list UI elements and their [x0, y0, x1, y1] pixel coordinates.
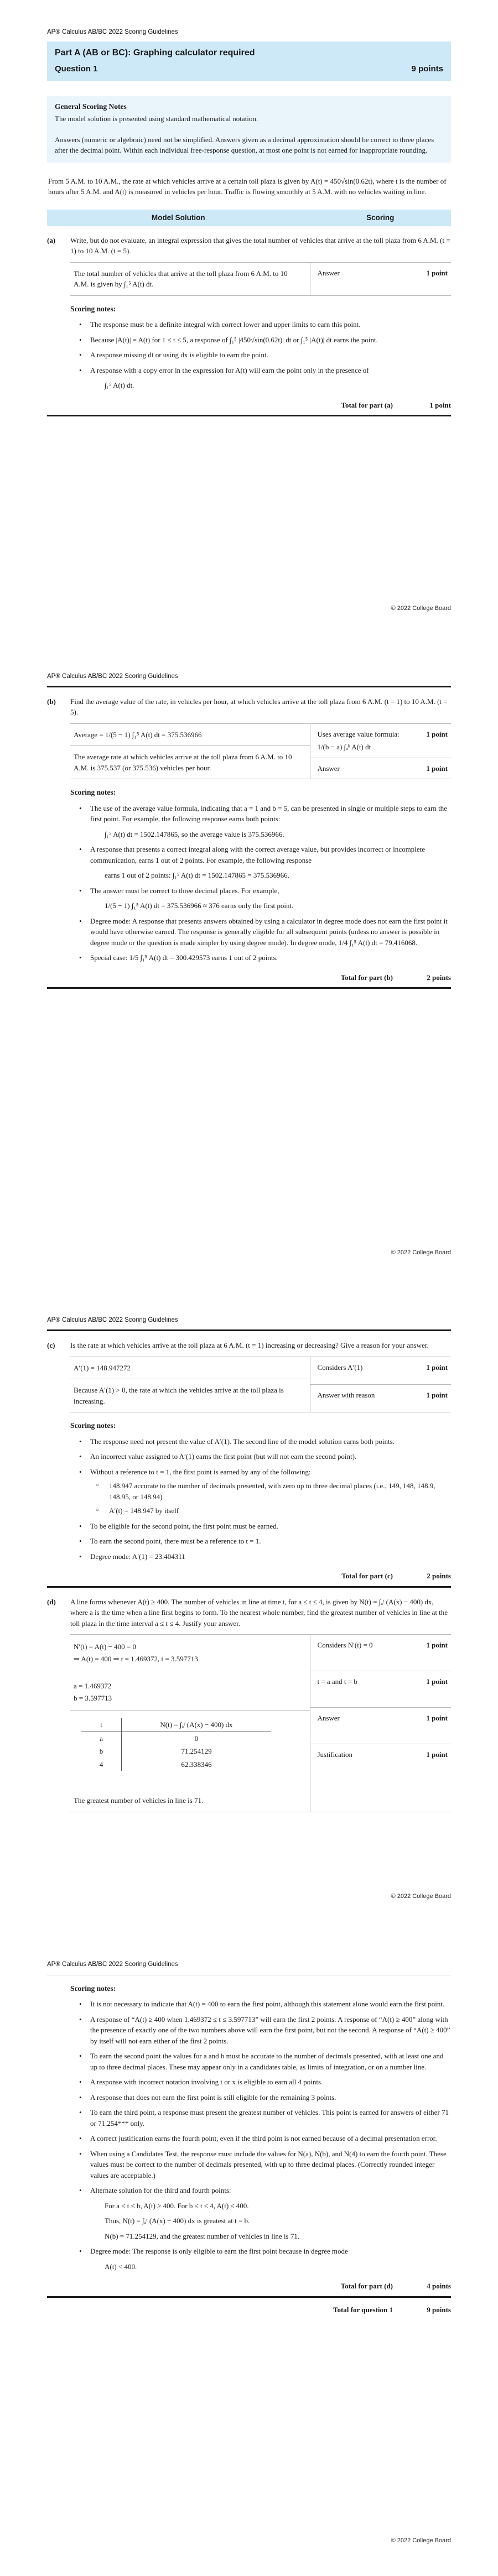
- score-points: 1 point: [426, 764, 448, 773]
- scoring-note: [76, 1467, 451, 1516]
- scoring-note: [76, 2051, 451, 2072]
- scoring-note-text: Degree mode: The response is only eligible to earn the first point because in degree mode: [90, 2247, 348, 2255]
- scoring-note-text: To be eligible for the second point, the first point must be earned.: [90, 1521, 278, 1530]
- total-points: 4 points: [427, 2282, 451, 2290]
- part-b-prompt-row: [47, 696, 451, 718]
- cell-t: a: [81, 1732, 122, 1745]
- part-a-prompt-row: [47, 235, 451, 257]
- doc-header: AP® Calculus AB/BC 2022 Scoring Guidelines: [47, 672, 178, 680]
- page-footer: © 2022 College Board: [391, 605, 451, 612]
- scoring-note: [76, 1551, 451, 1562]
- candidates-table-row: [81, 1758, 271, 1771]
- part-a-label: (a): [47, 236, 56, 244]
- part-b-total-row: [47, 972, 451, 983]
- scoring-note: [76, 916, 451, 948]
- part-a-prompt: Write, but do not evaluate, an integral expression that gives the total number of vehicles that arrive at the toll plaza from 6 A.M. (t = 1) to 10 A.M. (t = 5).: [70, 236, 450, 255]
- part-c-prompt-row: [47, 1340, 451, 1351]
- general-scoring-notes-box: [47, 96, 451, 163]
- part-c-solution-row1: A′(1) = 148.947272: [74, 1363, 131, 1372]
- part-b-solution-row1: Average = 1/(5 − 1) ∫₁⁵ A(t) dt = 375.536966: [74, 730, 202, 739]
- scoring-note-text: A correct justification earns the fourth point, even if the third point is not earned because of a decimal presentation error.: [90, 2134, 437, 2142]
- score-label-formula: 1/(b − a) ∫ₐᵇ A(t) dt: [317, 743, 371, 752]
- page-1: [0, 0, 498, 644]
- scoring-note: [76, 2133, 451, 2144]
- scoring-note-line: 1/(5 − 1) ∫₁⁵ A(t) dt = 375.536966 ≈ 376 earns only the first point.: [105, 901, 294, 910]
- general-notes-title: General Scoring Notes: [55, 102, 127, 111]
- question-banner: [47, 41, 451, 81]
- score-points: 1 point: [426, 1363, 448, 1372]
- scoring-note: [76, 1999, 451, 2010]
- scoring-note-line: earns 1 out of 2 points: ∫₁⁵ A(t) dt = 1502.147865 = 375.536966.: [105, 871, 289, 879]
- part-d-solution-table: [70, 1634, 451, 1812]
- scoring-notes-title: Scoring notes:: [70, 304, 116, 313]
- part-a-solution: The total number of vehicles that arrive at the toll plaza from 6 A.M. to 10 A.M. is given by ∫₁⁵ A(t) dt.: [74, 269, 288, 289]
- scoring-note-text: To earn the second point the values for a and b must be accurate to the number of decimals presented, with at least one and up to three decimal places. These may appear only in a candidates table, as limits of integration, or on a number line.: [90, 2052, 444, 2071]
- scoring-note-text: The response need not present the value of A′(1). The second line of the model solution earns both points.: [90, 1437, 395, 1446]
- part-b-solution-row2: The average rate at which vehicles arrive at the toll plaza from 6 A.M. to 10 A.M. is 375.537 (or 375.536) vehicles per hour.: [70, 745, 310, 779]
- candidates-table-row: [81, 1745, 271, 1758]
- total-points: 1 point: [429, 400, 451, 409]
- model-solution-header: Model Solution: [151, 213, 205, 222]
- scoring-note-line: A(t) < 400.: [105, 2262, 137, 2271]
- part-c-solution-table: [70, 1357, 451, 1413]
- scoring-note-line: Thus, N(t) = ∫ₐᵗ (A(x) − 400) dx is greatest at t = b.: [105, 2217, 250, 2225]
- total-points: 2 points: [427, 973, 451, 982]
- score-cell: [310, 1384, 451, 1412]
- score-label: Considers N′(t) = 0: [317, 1641, 373, 1649]
- scoring-note-text: It is not necessary to indicate that A(t) = 400 to earn the first point, although this statement alone would earn the first point.: [90, 2000, 445, 2008]
- scoring-note-text: A response that presents a correct integral along with the correct average value, but provides incorrect or incomplete communication, earns 1 out of 2 points. For example, the following response: [90, 845, 425, 864]
- part-c-prompt: Is the rate at which vehicles arrive at the toll plaza at 6 A.M. (t = 1) increasing or decreasing? Give a reason for your answer.: [70, 1341, 429, 1350]
- score-cell: [310, 1744, 451, 1811]
- scoring-header: Scoring: [366, 213, 395, 222]
- part-d-total-row: [47, 2281, 451, 2292]
- part-d-solution-row1: [70, 1635, 310, 1710]
- scoring-note-line: ∫₁⁵ A(t) dt.: [105, 381, 134, 389]
- solution-table-header: [47, 210, 451, 226]
- score-label: t = a and t = b: [317, 1677, 357, 1686]
- scoring-note: [76, 844, 451, 881]
- scoring-note: [76, 1521, 451, 1532]
- page-2: [0, 644, 498, 1289]
- cell-t: b: [81, 1745, 122, 1758]
- page-footer: © 2022 College Board: [391, 1249, 451, 1256]
- score-points: 1 point: [426, 1641, 448, 1649]
- total-points: 2 points: [427, 1572, 451, 1580]
- score-points: 1 point: [426, 1750, 448, 1759]
- scoring-note-text: Alternate solution for the third and fourth points:: [90, 2186, 231, 2194]
- score-points: 1 point: [426, 268, 448, 277]
- candidates-table: [81, 1718, 271, 1771]
- solution-line: ⇒ A(t) = 400 ⇒ t = 1.469372, t = 3.597713: [74, 1654, 198, 1663]
- total-label: Total for part (b): [340, 973, 393, 982]
- question-points: 9 points: [411, 64, 443, 74]
- scoring-note-text: A response missing dt or using dx is eligible to earn the point.: [90, 351, 268, 359]
- scoring-note: [76, 885, 451, 911]
- scoring-note-text: The use of the average value formula, indicating that a = 1 and b = 5, can be presented in single or multiple steps to earn the first point. For example, the following response earns both points:: [90, 804, 447, 823]
- scoring-note-text: A response with a copy error in the expression for A(t) will earn the point only in the presence of: [90, 366, 369, 374]
- cell-t: 4: [81, 1758, 122, 1771]
- question-total-row: [47, 2304, 451, 2316]
- doc-header: AP® Calculus AB/BC 2022 Scoring Guidelines: [47, 29, 178, 35]
- general-notes-paragraph: The model solution is presented using standard mathematical notation.: [55, 114, 258, 123]
- part-c-total-row: [47, 1571, 451, 1582]
- part-b-prompt: Find the average value of the rate, in vehicles per hour, at which vehicles arrive at the toll plaza from 6 A.M. (t = 1) to 10 A.M. (t = 5).: [70, 697, 448, 717]
- cell-n: 62.338346: [181, 1760, 212, 1769]
- solution-line: b = 3.597713: [74, 1693, 112, 1702]
- page-4: [0, 1932, 498, 2576]
- candidates-col-t: t: [81, 1718, 122, 1732]
- page-footer: © 2022 College Board: [391, 2537, 451, 2544]
- page-3: [0, 1288, 498, 1932]
- scoring-note-text: A response with incorrect notation involving t or x is eligible to earn all 4 points.: [90, 2078, 323, 2086]
- scoring-note: [76, 1436, 451, 1447]
- cell-n: 71.254129: [181, 1747, 212, 1755]
- score-cell: [310, 1707, 451, 1744]
- section-divider: [47, 1329, 451, 1331]
- score-cell: [310, 1671, 451, 1707]
- score-cell: [310, 1635, 451, 1671]
- part-a-solution-table: [70, 262, 451, 296]
- scoring-note-text: An incorrect value assigned to A′(1) earns the first point (but will not earn the second point).: [90, 1452, 357, 1461]
- scoring-note: [76, 952, 451, 963]
- score-cell: [310, 724, 451, 758]
- score-cell: [310, 263, 451, 295]
- part-a-notes-list: [76, 319, 451, 391]
- part-d-solution-row2: [70, 1710, 310, 1812]
- score-label: Answer: [317, 268, 340, 277]
- part-d-conclusion: The greatest number of vehicles in line is 71.: [74, 1796, 204, 1805]
- scoring-note: [76, 350, 451, 361]
- part-c-notes-list: [76, 1436, 451, 1562]
- scoring-note: [76, 335, 451, 346]
- scoring-note-text: The response must be a definite integral with correct lower and upper limits to earn this point.: [90, 320, 361, 328]
- scoring-note-text: Without a reference to t = 1, the first point is earned by any of the following:: [90, 1467, 311, 1476]
- scoring-note-text: To earn the second point, there must be a reference to t = 1.: [90, 1537, 261, 1545]
- scoring-note-text: To earn the third point, a response must present the greatest number of vehicles. This point is earned for answers of either 71 or 71.254*** only.: [90, 2108, 449, 2127]
- part-c-solution-row2: Because A′(1) > 0, the rate at which the vehicles arrive at the toll plaza is increasing.: [70, 1379, 310, 1412]
- part-b-notes-list: [76, 803, 451, 963]
- scoring-note: [76, 2246, 451, 2272]
- scoring-note: [76, 803, 451, 840]
- scoring-note: [76, 319, 451, 330]
- scoring-note-text: Degree mode: A response that presents answers obtained by using a calculator in degree mode does not earn the first point it would have otherwise earned. The response is generally eligible for all subsequent points (unless no answer is possible in degree mode or the question is made simpler by using degree mode). In degree mode, 1/4 ∫₁⁵ A(t) dt = 79.416068.: [90, 916, 448, 947]
- section-divider: [47, 987, 451, 989]
- scoring-notes-title: Scoring notes:: [70, 1984, 116, 1993]
- scoring-note-line: For a ≤ t ≤ b, A(t) ≥ 400. For b ≤ t ≤ 4, A(t) ≤ 400.: [105, 2201, 249, 2210]
- part-b-label: (b): [47, 697, 56, 706]
- scoring-note-text: A response that does not earn the first point is still eligible for the remaining 3 points.: [90, 2093, 336, 2102]
- cell-n: 0: [194, 1734, 199, 1743]
- score-cell: [310, 758, 451, 779]
- scoring-note-text: A response of “A(t) ≥ 400 when 1.469372 ≤ t ≤ 3.597713” will earn the first 2 points. A response of “A(t) ≥ 400” along with the presence of exactly one of the two numbers above will earn the first point, but not the second. A response of “A(t) ≥ 400” by itself will not earn either of the first 2 points.: [90, 2015, 450, 2045]
- doc-header: AP® Calculus AB/BC 2022 Scoring Guidelines: [47, 1317, 178, 1323]
- scoring-note-line: N(b) = 71.254129, and the greatest number of vehicles in line is 71.: [105, 2231, 300, 2240]
- scoring-note: [76, 1536, 451, 1547]
- scoring-note-text: Degree mode: A′(1) = 23.404311: [90, 1552, 185, 1561]
- total-label: Total for question 1: [333, 2305, 393, 2314]
- question-title: Question 1: [55, 64, 98, 74]
- scoring-subnote: ○ 148.947 accurate to the number of decimals presented, with zero up to three decimal places (i.e., 149, 148, 148.9, 148.95, or 148.94): [92, 1480, 451, 1502]
- section-divider: [47, 2296, 451, 2298]
- score-label: Answer with reason: [317, 1391, 375, 1399]
- part-d-prompt-row: [47, 1597, 451, 1629]
- scoring-note-text: The answer must be correct to three decimal places. For example,: [90, 886, 279, 895]
- score-label: Answer: [317, 1714, 340, 1723]
- solution-line: N′(t) = A(t) − 400 = 0: [74, 1642, 136, 1651]
- candidates-table-header: [81, 1718, 271, 1732]
- section-divider: [47, 415, 451, 416]
- score-cell: [310, 1357, 451, 1384]
- scoring-note: [76, 2014, 451, 2047]
- scoring-note-text: Because |A(t)| = A(t) for 1 ≤ t ≤ 5, a response of ∫₁⁵ |450√sin(0.62t)| dt or ∫₁⁵ |A(t)| dt earns the point.: [90, 335, 378, 344]
- candidates-table-row: [81, 1732, 271, 1745]
- score-points: 1 point: [426, 1714, 448, 1723]
- score-label: Answer: [317, 764, 340, 773]
- scoring-notes-title: Scoring notes:: [70, 1421, 116, 1430]
- candidates-col-n: N(t) = ∫ₐᵗ (A(x) − 400) dx: [122, 1718, 272, 1732]
- part-d-notes-list: [76, 1999, 451, 2272]
- question-stem: From 5 A.M. to 10 A.M., the rate at which vehicles arrive at a certain toll plaza is given by A(t) = 450√sin(0.62t), where t is the number of hours after 5 A.M. and A(t) is measured in vehicles per hour. Traffic is flowing smoothly at 5 A.M. with no vehicles waiting in line.: [48, 176, 447, 196]
- doc-header: AP® Calculus AB/BC 2022 Scoring Guidelines: [47, 1960, 178, 1968]
- scoring-note: [76, 1451, 451, 1462]
- scoring-note: [76, 2092, 451, 2103]
- scoring-note: [76, 2149, 451, 2181]
- section-divider: [47, 686, 451, 687]
- score-label: Considers A′(1): [317, 1363, 363, 1372]
- part-a-total-row: [47, 400, 451, 411]
- total-label: Total for part (a): [341, 400, 393, 409]
- score-label: [317, 729, 422, 753]
- score-points: 1 point: [426, 1677, 448, 1686]
- part-d-label: (d): [47, 1597, 56, 1606]
- scoring-notes-title: Scoring notes:: [70, 788, 116, 797]
- part-title: Part A (AB or BC): Graphing calculator required: [55, 48, 255, 58]
- scoring-note-text: When using a Candidates Test, the response must include the values for N(a), N(b), and N(4) to earn the fourth point. These values must be correct to the number of decimals presented, with up to three decimal places. (Correctly rounded integer values are acceptable.): [90, 2149, 447, 2179]
- total-points: 9 points: [427, 2305, 451, 2314]
- part-c-label: (c): [47, 1341, 55, 1350]
- part-d-prompt: A line forms whenever A(t) ≥ 400. The number of vehicles in line at time t, for a ≤ t ≤ 4, is given by N(t) = ∫ₐᵗ (A(x) − 400) dx, where a is the time when a line first begins to form. To the nearest whole number, find the greatest number of vehicles in line at the toll plaza in the time interval a ≤ t ≤ 4. Justify your answer.: [70, 1597, 448, 1628]
- scoring-note: [76, 2185, 451, 2241]
- score-label-text: Uses average value formula:: [317, 729, 400, 738]
- general-notes-paragraph: Answers (numeric or algebraic) need not be simplified. Answers given as a decimal approximation should be correct to three places after the decimal point. Within each individual free-response question, at most one point is not earned for inappropriate rounding.: [55, 135, 434, 154]
- scoring-note: [76, 365, 451, 391]
- score-points: 1 point: [426, 1391, 448, 1399]
- part-b-solution-table: [70, 723, 451, 780]
- score-points: 1 point: [426, 729, 448, 738]
- scoring-note: [76, 2077, 451, 2088]
- section-divider: [47, 1586, 451, 1588]
- total-label: Total for part (d): [340, 2282, 393, 2290]
- score-label: Justification: [317, 1750, 352, 1759]
- total-label: Total for part (c): [341, 1572, 393, 1580]
- solution-line: a = 1.469372: [74, 1682, 112, 1690]
- scoring-note: [76, 2107, 451, 2129]
- page-footer: © 2022 College Board: [391, 1893, 451, 1900]
- scoring-note-line: ∫₁⁵ A(t) dt = 1502.147865, so the average value is 375.536966.: [105, 830, 284, 838]
- scoring-note-text: Special case: 1/5 ∫₁⁵ A(t) dt = 300.429573 earns 1 out of 2 points.: [90, 953, 278, 962]
- scoring-subnote: ○ A′(t) = 148.947 by itself: [92, 1505, 451, 1516]
